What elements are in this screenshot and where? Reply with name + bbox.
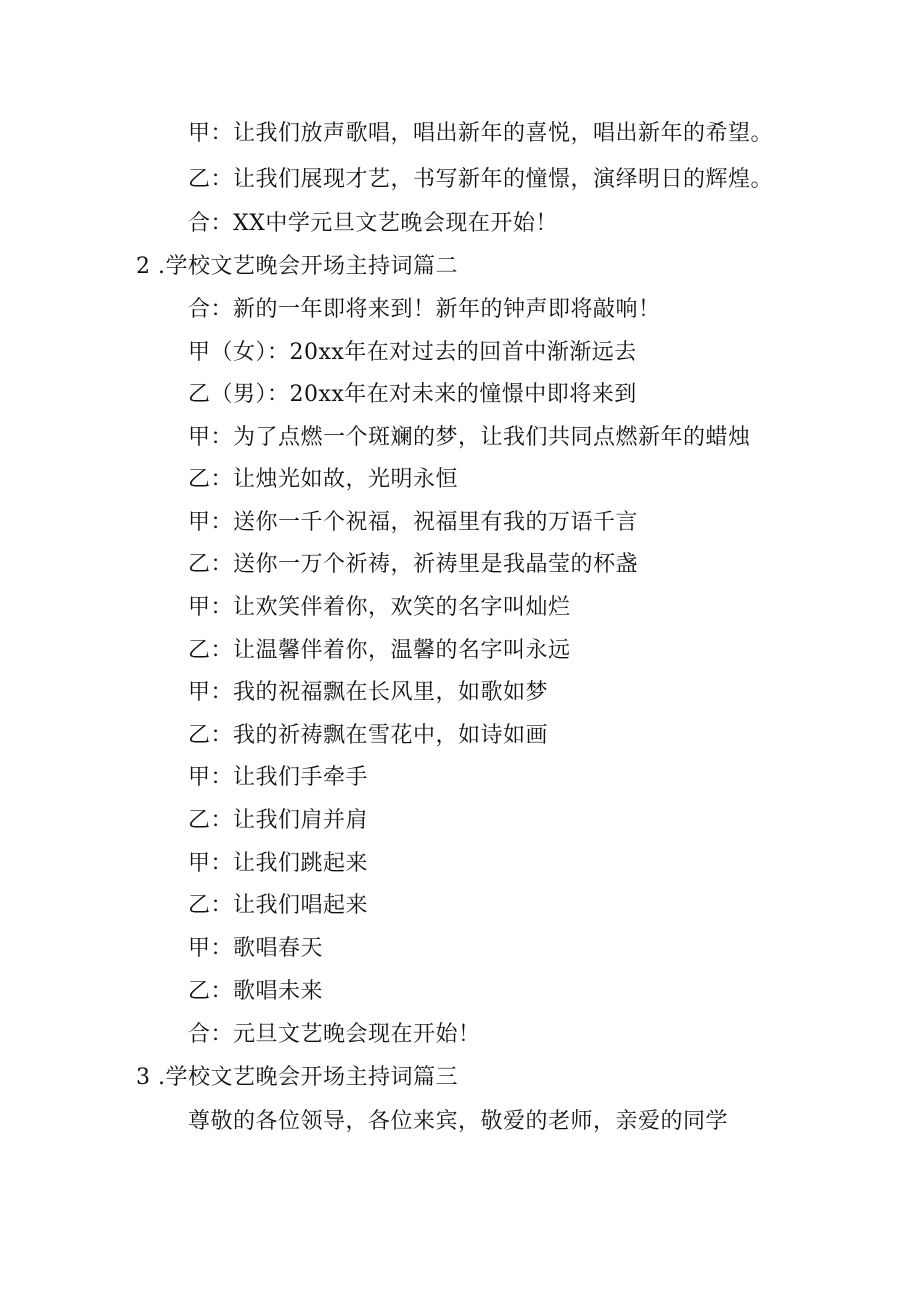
dialogue-line: 合：XX中学元旦文艺晚会现在开始！ xyxy=(188,211,558,236)
dialogue-line: 乙：让我们展现才艺，书写新年的憧憬，演绎明日的辉煌。 xyxy=(188,167,774,192)
dialogue-line: 合：元旦文艺晚会现在开始！ xyxy=(188,1022,481,1047)
dialogue-line: 乙：送你一万个祈祷，祈祷里是我晶莹的杯盏 xyxy=(188,552,639,577)
dialogue-line: 甲：让我们手牵手 xyxy=(188,765,369,790)
dialogue-line: 甲：让欢笑伴着你，欢笑的名字叫灿烂 xyxy=(188,595,571,620)
dialogue-line: 甲（女）：20xx年在对过去的回首中渐渐远去 xyxy=(188,340,637,365)
dialogue-line: 乙：让烛光如故，光明永恒 xyxy=(188,467,459,492)
section-heading: 3 .学校文艺晚会开场主持词篇三 xyxy=(136,1065,458,1090)
dialogue-line: 乙：我的祈祷飘在雪花中，如诗如画 xyxy=(188,723,549,748)
dialogue-line: 甲：让我们跳起来 xyxy=(188,851,369,876)
dialogue-line: 甲：送你一千个祝福，祝福里有我的万语千言 xyxy=(188,510,639,535)
dialogue-line: 甲：为了点燃一个斑斓的梦，让我们共同点燃新年的蜡烛 xyxy=(188,425,751,450)
dialogue-line: 乙（男）：20xx年在对未来的憧憬中即将来到 xyxy=(188,382,637,407)
body-paragraph: 尊敬的各位领导，各位来宾，敬爱的老师，亲爱的同学 xyxy=(188,1109,729,1134)
dialogue-line: 甲：让我们放声歌唱，唱出新年的喜悦，唱出新年的希望。 xyxy=(188,121,774,146)
dialogue-line: 乙：让温馨伴着你，温馨的名字叫永远 xyxy=(188,638,571,663)
section-heading: 2 .学校文艺晚会开场主持词篇二 xyxy=(136,254,458,279)
dialogue-line: 甲：歌唱春天 xyxy=(188,936,324,961)
dialogue-line: 乙：让我们肩并肩 xyxy=(188,808,369,833)
dialogue-line: 乙：歌唱未来 xyxy=(188,979,324,1004)
dialogue-line: 合：新的一年即将来到！新年的钟声即将敲响！ xyxy=(188,297,661,322)
dialogue-line: 乙：让我们唱起来 xyxy=(188,893,369,918)
dialogue-line: 甲：我的祝福飘在长风里，如歌如梦 xyxy=(188,680,549,705)
